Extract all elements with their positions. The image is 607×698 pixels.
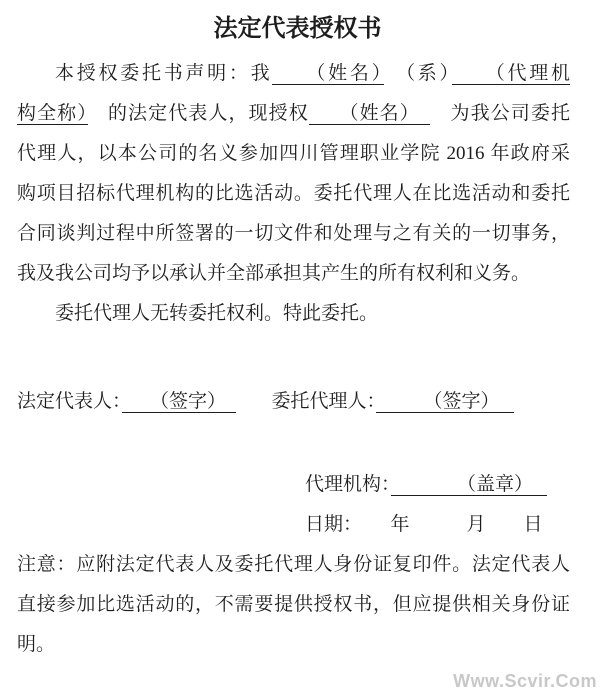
para1-line-5 — [17, 214, 570, 254]
blank-agent-name-field: （姓名） — [308, 103, 431, 124]
note-line-2 — [17, 585, 570, 625]
text-segment: （系） — [383, 63, 452, 84]
text-segment: 为我公司委托 — [430, 103, 570, 124]
date-line: 日期： 年 月 日 — [305, 514, 543, 535]
text-segment: 明。 — [17, 634, 56, 655]
text-segment: 直接参加比选活动的，不需要提供授权书，但应提供相关身份证 — [17, 594, 570, 615]
note-line-1 — [17, 545, 570, 585]
para1-line-2 — [17, 94, 570, 134]
agent-label: 委托代理人： — [271, 391, 377, 412]
date-row — [17, 505, 570, 545]
para1-line-4 — [17, 174, 570, 214]
note-line-3 — [17, 625, 570, 665]
text-segment: 代理人，以本公司的名义参加四川管理职业学院 2016 年政府采 — [17, 143, 570, 164]
para1-line-1 — [17, 54, 570, 94]
para1-line-3 — [17, 134, 570, 174]
signature-row — [17, 382, 570, 422]
agent-signature-blank: （签字） — [376, 391, 514, 413]
letter-body — [17, 54, 570, 665]
page-title: 法定代表授权书 — [213, 16, 382, 42]
text-segment: 购项目招标代理机构的比选活动。委托代理人在比选活动和委托 — [17, 183, 570, 204]
text-segment: 的法定代表人，现授权 — [87, 103, 309, 124]
para1-line-6 — [17, 254, 570, 294]
agency-seal-blank: （盖章） — [391, 474, 548, 496]
agency-label: 代理机构： — [305, 474, 391, 495]
legal-rep-signature-blank: （签字） — [121, 391, 236, 412]
text-segment: 注意：应附法定代表人及委托代理人身份证复印件。法定代表人 — [17, 554, 570, 575]
text-segment: 合同谈判过程中所签署的一切文件和处理与之有关的一切事务， — [17, 223, 570, 244]
text-segment: 我及我公司均予以承认并全部承担其产生的所有权利和义务。 — [17, 263, 531, 284]
text-segment: 委托代理人无转委托权利。特此委托。 — [55, 303, 379, 324]
blank-agency-name-field: （代理机 — [451, 63, 570, 84]
para2 — [17, 294, 570, 334]
site-watermark: Www.Scvir.Com — [453, 671, 597, 691]
text-segment: 本授权委托书声明：我 — [55, 63, 273, 84]
agency-row — [17, 465, 570, 505]
legal-rep-label: 法定代表人： — [17, 391, 122, 412]
blank-agency-name-field-cont: 构全称） — [17, 103, 88, 124]
blank-principal-name-field: （姓名） — [272, 63, 384, 84]
